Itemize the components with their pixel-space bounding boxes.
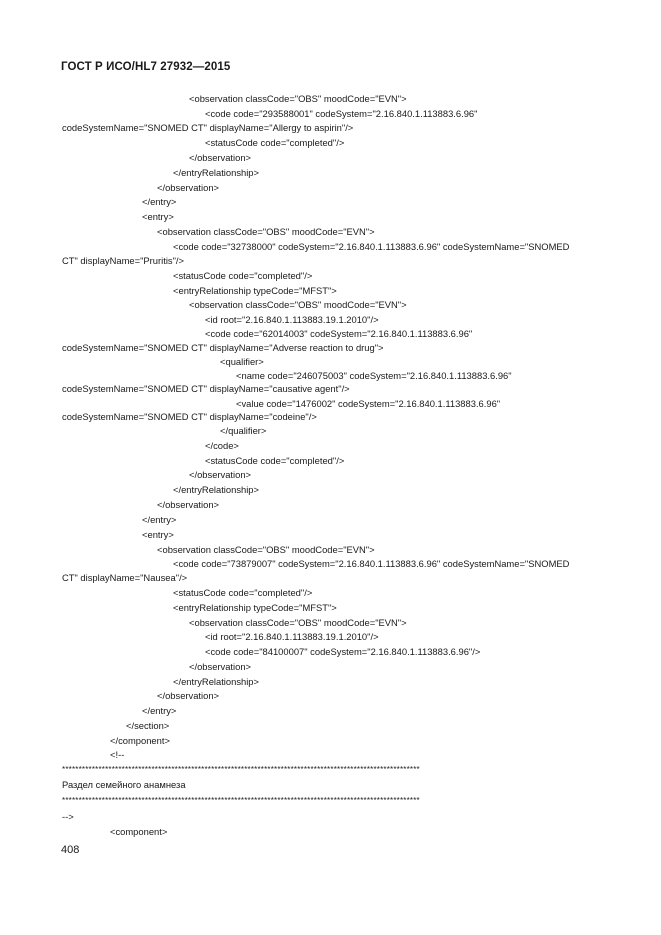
code-line: CT" displayName="Pruritis"/> [62, 255, 184, 266]
page-number: 408 [61, 844, 80, 856]
code-line: <code code="293588001" codeSystem="2.16.840.1.113883.6.96" [205, 108, 478, 119]
code-line: CT" displayName="Nausea"/> [62, 572, 188, 583]
code-line: codeSystemName="SNOMED CT" displayName="causative agent"/> [62, 383, 350, 394]
code-line: </observation> [157, 690, 220, 701]
code-line: </observation> [189, 469, 252, 480]
code-line: <!-- [110, 749, 125, 760]
code-line: <statusCode code="completed"/> [205, 455, 345, 466]
code-line: </observation> [189, 661, 252, 672]
code-line: </entryRelationship> [173, 167, 259, 178]
code-line: <code code="32738000" codeSystem="2.16.840.1.113883.6.96" codeSystemName="SNOMED [173, 241, 570, 252]
code-line: </entry> [142, 196, 177, 207]
code-line: </entry> [142, 514, 177, 525]
code-line: </observation> [189, 152, 252, 163]
code-line: <id root="2.16.840.1.113883.19.1.2010"/> [205, 314, 379, 325]
code-line: <name code="246075003" codeSystem="2.16.840.1.113883.6.96" [236, 370, 512, 381]
code-line: <observation classCode="OBS" moodCode="EVN"> [157, 544, 375, 555]
code-line: codeSystemName="SNOMED CT" displayName="Allergy to aspirin"/> [62, 122, 354, 133]
code-line: <code code="62014003" codeSystem="2.16.840.1.113883.6.96" [205, 328, 473, 339]
document-header: ГОСТ Р ИСО/HL7 27932—2015 [61, 61, 231, 73]
code-line: codeSystemName="SNOMED CT" displayName="Adverse reaction to drug"> [62, 342, 384, 353]
code-line: <id root="2.16.840.1.113883.19.1.2010"/> [205, 631, 379, 642]
code-line: <entry> [142, 529, 174, 540]
code-line: <observation classCode="OBS" moodCode="EVN"> [189, 93, 407, 104]
code-line: </qualifier> [220, 425, 267, 436]
code-line: </code> [205, 440, 239, 451]
code-line: <value code="1476002" codeSystem="2.16.840.1.113883.6.96" [236, 398, 501, 409]
code-line: </observation> [157, 499, 220, 510]
code-line: <observation classCode="OBS" moodCode="EVN"> [189, 299, 407, 310]
code-line: <code code="84100007" codeSystem="2.16.840.1.113883.6.96"/> [205, 646, 481, 657]
code-line: <statusCode code="completed"/> [205, 137, 345, 148]
code-line: </entryRelationship> [173, 484, 259, 495]
code-line: <component> [110, 826, 168, 837]
code-line: ************************************************************************************************************ [62, 765, 420, 774]
code-line: </component> [110, 735, 170, 746]
code-line: <qualifier> [220, 356, 264, 367]
code-line: <statusCode code="completed"/> [173, 587, 313, 598]
code-line: <statusCode code="completed"/> [173, 270, 313, 281]
code-line: Раздел семейного анамнеза [62, 779, 186, 790]
code-line: --> [62, 811, 74, 822]
code-line: </entryRelationship> [173, 676, 259, 687]
code-line: <code code="73879007" codeSystem="2.16.840.1.113883.6.96" codeSystemName="SNOMED [173, 558, 570, 569]
code-line: <observation classCode="OBS" moodCode="EVN"> [157, 226, 375, 237]
code-line: </entry> [142, 705, 177, 716]
code-line: <entryRelationship typeCode="MFST"> [173, 285, 337, 296]
code-line: codeSystemName="SNOMED CT" displayName="codeine"/> [62, 411, 317, 422]
code-line: <entryRelationship typeCode="MFST"> [173, 602, 337, 613]
code-line: <entry> [142, 211, 174, 222]
code-line: ************************************************************************************************************ [62, 796, 420, 805]
code-line: </observation> [157, 182, 220, 193]
code-line: <observation classCode="OBS" moodCode="EVN"> [189, 617, 407, 628]
code-line: </section> [126, 720, 170, 731]
